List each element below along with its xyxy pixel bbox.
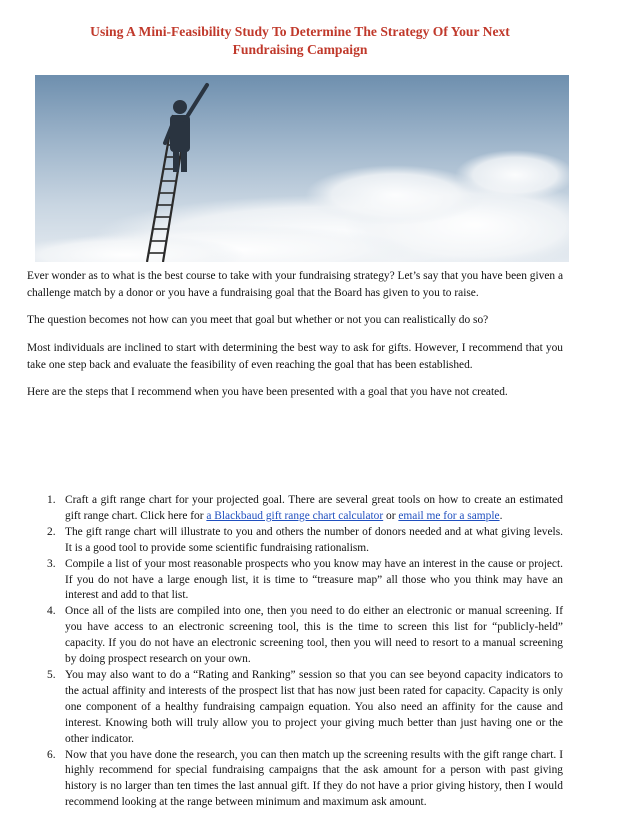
list-item	[27, 525, 563, 557]
step-text: The gift range chart will illustrate to you and others the number of donors needed and at what giving levels. It is a good tool to provide some scientific fundraising rationalism.	[65, 525, 563, 554]
intro-text	[27, 268, 563, 411]
list-number: 4.	[47, 605, 56, 618]
step-text-joiner: or	[383, 509, 399, 522]
list-item	[27, 748, 563, 812]
step-text-end: .	[499, 509, 503, 522]
step-text: You may also want to do a “Rating and Ranking” session so that you can see beyond capacity indicators to the actual affinity and interests of the prospect list that has now just been rated for capacity. Capacity is only one component of a healthy fundraising campaign equation. You also need an affinity for the cause and interest. Knowing both will truly allow you to project your giving much better than just having one or the other indicator.	[65, 668, 563, 745]
list-number: 1.	[47, 494, 56, 506]
list-item	[27, 668, 563, 748]
steps-list	[27, 493, 563, 811]
step-text: Once all of the lists are compiled into one, then you need to do either an electronic or manual screening. If you have access to an electronic screening tool, this is the time to screen this list for “publicly-held” capacity. If you do not have an electronic screening tool, then you will need to resort to a manual screening by doing prospect research on your own.	[65, 605, 563, 666]
title-line-1: Using A Mini-Feasibility Study To Determine The Strategy Of Your Next	[90, 24, 510, 39]
paragraph: Most individuals are inclined to start with determining the best way to ask for gifts. However, I recommend that you take one step back and evaluate the feasibility of even reaching the goal that has been established.	[27, 341, 563, 371]
list-item	[27, 604, 563, 668]
list-number: 3.	[47, 557, 56, 570]
email-sample-link[interactable]: email me for a sample	[398, 509, 500, 522]
list-item	[27, 493, 563, 525]
step-text: Craft a gift range chart for your projected goal. There are several great tools on how to create an estimated gift range chart. Click here for	[65, 494, 563, 522]
paragraph: Here are the steps that I recommend when you have been presented with a goal that you have not created.	[27, 386, 508, 399]
paragraph: The question becomes not how can you meet that goal but whether or not you can realistically do so?	[27, 314, 489, 327]
list-item	[27, 557, 563, 605]
blackbaud-calculator-link[interactable]: a Blackbaud gift range chart calculator	[206, 509, 384, 522]
step-text: Compile a list of your most reasonable prospects who you know may have an interest in the cause or project. If you do not have a large enough list, it is time to “treasure map” all those who you think may have an interest and add to that list.	[65, 557, 563, 602]
step-text: Now that you have done the research, you can then match up the screening results with the gift range chart. I highly recommend for special fundraising campaigns that the ask amount for a person with past giving history is no larger than ten times the last annual gift. If they do not have a prior giving history, then I would recommend looking at the range between minimum and maximum ask amount.	[65, 748, 563, 809]
document-title	[40, 23, 560, 59]
list-number: 2.	[47, 525, 56, 538]
list-number: 5.	[47, 668, 56, 681]
person-on-ladder-in-clouds-image	[35, 75, 569, 262]
title-line-2: Fundraising Campaign	[232, 42, 368, 57]
paragraph: Ever wonder as to what is the best course to take with your fundraising strategy? Let’s say that you have been given a challenge match by a donor or you have a fundraising goal that the Board has given to you to raise.	[27, 270, 563, 300]
list-number: 6.	[47, 748, 56, 761]
hero-illustration	[35, 75, 569, 262]
